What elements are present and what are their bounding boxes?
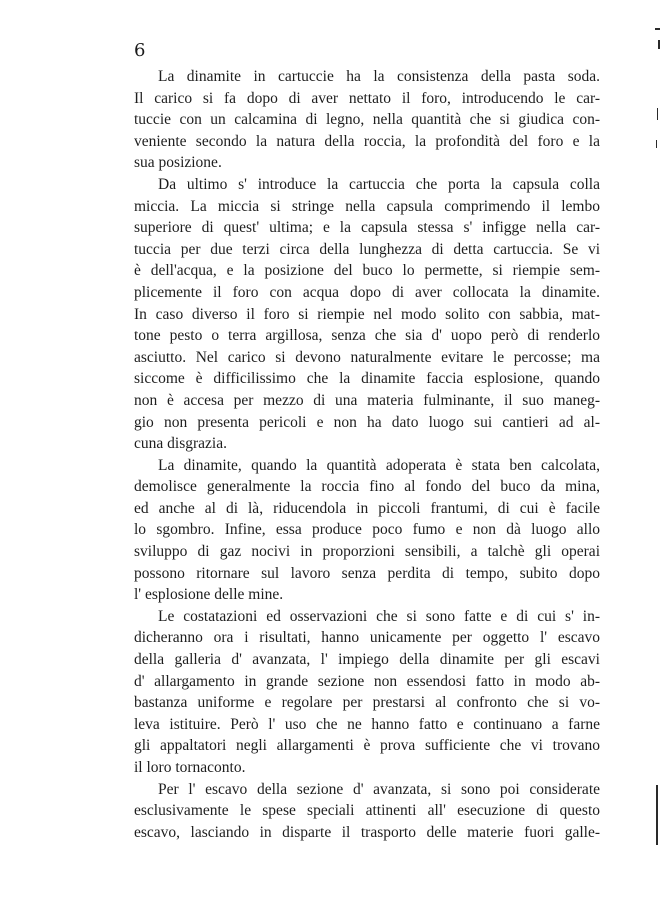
- page-edge-mark: [656, 140, 657, 148]
- text-line: superiore di quest' ultima; e la capsula stessa s' infigge nella car-: [134, 219, 600, 237]
- text-line: sviluppo di gaz nocivi in proporzioni sensibili, a talchè gli operai: [134, 543, 600, 561]
- text-line: l' esplosione delle mine.: [134, 586, 284, 604]
- text-line: Il carico si fa dopo di aver nettato il foro, introducendo le car-: [134, 89, 600, 107]
- text-line: esclusivamente le spese speciali attinenti all' esecuzione di questo: [134, 802, 600, 820]
- text-line: Le costatazioni ed osservazioni che si sono fatte e di cui s' in-: [158, 607, 600, 625]
- text-line: gli appaltatori negli allargamenti è prova sufficiente che vi trovano: [134, 737, 600, 755]
- page-edge-mark: [655, 28, 660, 30]
- text-line: è dell'acqua, e la posizione del buco lo permette, si riempie sem-: [134, 262, 600, 280]
- text-line: asciutto. Nel carico si devono naturalmente evitare le percosse; ma: [134, 348, 600, 366]
- page-edge-mark: [656, 785, 658, 845]
- text-line: bastanza uniforme e regolare per prestarsi al confronto che si vo-: [134, 694, 600, 712]
- text-line: d' allargamento in grande sezione non essendosi fatto in modo ab-: [134, 672, 600, 690]
- text-line: possono ritornare sul lavoro senza perdita di tempo, subito dopo: [134, 564, 600, 582]
- text-line: ed anche al di là, riducendola in piccoli frantumi, di cui è facile: [134, 499, 600, 517]
- text-line: tone pesto o terra argillosa, senza che sia d' uopo però di renderlo: [134, 327, 600, 345]
- text-line: non è accesa per mezzo di una materia fulminante, il suo maneg-: [134, 391, 600, 409]
- text-line: Per l' escavo della sezione d' avanzata, si sono poi considerate: [158, 780, 600, 798]
- text-line: cuna disgrazia.: [134, 435, 227, 453]
- text-line: leva istituire. Però l' uso che ne hanno fatto e continuano a farne: [134, 715, 600, 733]
- text-line: lo sgombro. Infine, essa produce poco fumo e non dà luogo allo: [134, 521, 600, 539]
- text-line: escavo, lasciando in disparte il trasporto delle materie fuori galle-: [134, 823, 600, 841]
- text-line: gio non presenta pericoli e non ha dato luogo sui cantieri ad al-: [134, 413, 600, 431]
- text-line: della galleria d' avanzata, l' impiego della dinamite per gli escavi: [134, 651, 600, 669]
- text-line: In caso diverso il foro si riempie nel modo solito con sabbia, mat-: [134, 305, 600, 323]
- page-edge-mark: [657, 108, 658, 120]
- text-line: sua posizione.: [134, 154, 222, 172]
- text-line: tuccie con un calcamina di legno, nella quantità che si giudica con-: [134, 111, 600, 129]
- text-line: il loro tornaconto.: [134, 759, 246, 776]
- text-line: tuccia per due terzi circa della lunghezza di detta cartuccia. Se vi: [134, 240, 600, 258]
- text-line: miccia. La miccia si stringe nella capsula comprimendo il lembo: [134, 197, 600, 215]
- text-line: demolisce generalmente la roccia fino al fondo del buco da mina,: [134, 478, 600, 496]
- text-line: La dinamite in cartuccie ha la consistenza della pasta soda.: [158, 68, 600, 85]
- text-line: siccome è difficilissimo che la dinamite faccia esplosione, quando: [134, 370, 600, 388]
- body-text: [134, 66, 600, 843]
- text-line: plicemente il foro con acqua dopo di aver collocata la dinamite.: [134, 283, 600, 301]
- text-line: Da ultimo s' introduce la cartuccia che porta la capsula colla: [158, 175, 600, 193]
- text-line: dicheranno ora i risultati, hanno unicamente per oggetto l' escavo: [134, 629, 600, 647]
- page-number: 6: [134, 40, 146, 61]
- text-line: veniente secondo la natura della roccia, la profondità del foro e la: [134, 132, 600, 150]
- text-line: La dinamite, quando la quantità adoperata è stata ben calcolata,: [158, 456, 600, 474]
- page-edge-mark: [658, 40, 660, 49]
